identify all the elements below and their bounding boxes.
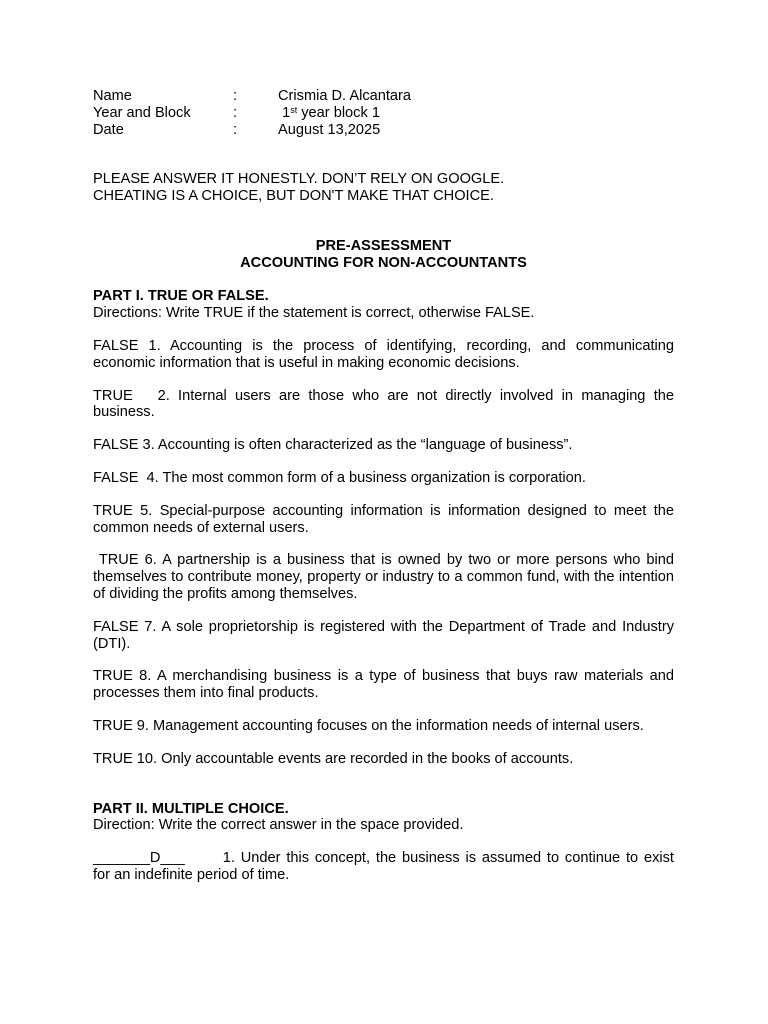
statement-text: 9. Management accounting focuses on the information needs of internal users. (132, 717, 644, 734)
statement-text: 2. Internal users are those who are not directly involved in managing the business. (93, 387, 674, 421)
true-false-item (93, 470, 674, 487)
info-value-date: August 13,2025 (278, 121, 381, 138)
part-2-directions: Direction: Write the correct answer in the space provided. (93, 817, 464, 834)
document-title (93, 238, 674, 272)
title-line-2: ACCOUNTING FOR NON-ACCOUNTANTS (240, 254, 527, 271)
answer-text: TRUE (93, 387, 133, 404)
student-info (93, 88, 674, 138)
answer-text: TRUE (93, 552, 139, 569)
info-label: Name (93, 88, 132, 104)
part-1-heading: PART I. TRUE OR FALSE. (93, 288, 269, 305)
true-false-item (93, 668, 674, 702)
answer-blank: _______D___ (93, 850, 185, 867)
info-value-year-block (278, 105, 674, 122)
part-2-section (93, 801, 674, 884)
statement-text: 3. Accounting is often characterized as the “language of business”. (138, 437, 573, 454)
notice-line-1: PLEASE ANSWER IT HONESTLY. DON’T RELY ON GOOGLE. (93, 171, 505, 188)
notice-line-2: CHEATING IS A CHOICE, BUT DON'T MAKE THAT CHOICE. (93, 188, 494, 205)
part-1-section (93, 288, 674, 767)
statement-text: 4. The most common form of a business organization is corporation. (138, 469, 586, 486)
info-row-date (93, 122, 674, 139)
true-false-item (93, 388, 674, 422)
statement-text: 10. Only accountable events are recorded in the books of accounts. (132, 750, 574, 767)
answer-text: TRUE (93, 750, 133, 767)
statement-text: 8. A merchandising business is a type of business that buys raw materials and processes them into final products. (93, 668, 674, 702)
title-line-1: PRE-ASSESSMENT (315, 237, 452, 254)
answer-text: FALSE (93, 618, 139, 635)
info-row-year-block (93, 105, 674, 122)
question-text: 1. Under this concept, the business is assumed to continue to exist for an indefinite period of time. (93, 850, 674, 883)
true-false-item (93, 503, 674, 537)
part-2-heading: PART II. MULTIPLE CHOICE. (93, 800, 289, 817)
info-value-name: Crismia D. Alcantara (278, 88, 412, 104)
info-colon: : (233, 88, 238, 104)
answer-text: FALSE (93, 337, 139, 354)
year-number: 1 (282, 104, 291, 121)
answer-text: TRUE (93, 502, 133, 519)
info-colon: : (233, 121, 238, 138)
info-label: Year and Block (93, 104, 191, 121)
part-1-directions: Directions: Write TRUE if the statement is correct, otherwise FALSE. (93, 305, 535, 322)
notice (93, 171, 674, 205)
true-false-item (93, 338, 674, 372)
statement-text: 7. A sole proprietorship is registered with the Department of Trade and Industry (DTI). (93, 618, 674, 652)
year-ordinal-suffix: st (290, 104, 298, 115)
answer-text: FALSE (93, 469, 139, 486)
answer-text: TRUE (93, 717, 133, 734)
answer-text: FALSE (93, 437, 139, 454)
info-row-name (93, 88, 674, 105)
statement-text: 5. Special-purpose accounting information is information designed to meet the common needs of external users. (93, 502, 674, 536)
true-false-item (93, 718, 674, 735)
answer-text: TRUE (93, 668, 133, 685)
true-false-item (93, 552, 674, 602)
true-false-item (93, 751, 674, 768)
statement-text: 6. A partnership is a business that is owned by two or more persons who bind themselves to contribute money, property or industry to a common fund, with the intention of dividing the profits among themselves. (93, 552, 674, 602)
info-label: Date (93, 121, 124, 138)
multiple-choice-item (93, 850, 674, 884)
true-false-item (93, 619, 674, 653)
info-colon: : (233, 104, 238, 121)
year-block-text: year block 1 (297, 104, 380, 121)
document-content (93, 88, 674, 884)
statement-text: 1. Accounting is the process of identifying, recording, and communicating economic information that is useful in making economic decisions. (93, 337, 674, 371)
true-false-list (93, 322, 674, 768)
true-false-item (93, 437, 674, 454)
